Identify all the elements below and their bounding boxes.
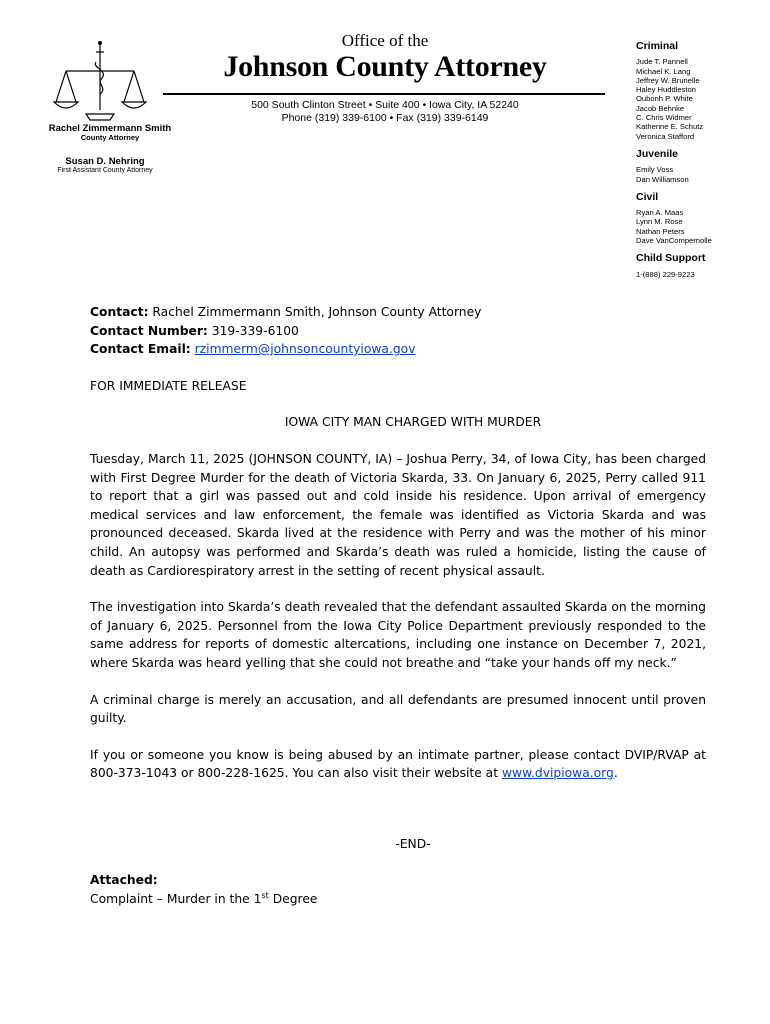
staff-group-heading: Juvenile	[636, 147, 679, 160]
staff-group-juvenile	[636, 147, 766, 184]
staff-directory	[636, 42, 766, 288]
immediate-release-label: FOR IMMEDIATE RELEASE	[90, 378, 247, 393]
staff-member: Emily Voss	[636, 165, 674, 175]
staff-member: Oubonh P. White	[636, 94, 693, 104]
staff-member: Katherine E. Schutz	[636, 122, 704, 132]
contact-number-line	[90, 322, 706, 341]
dvip-website-link[interactable]: www.dvipiowa.org	[501, 766, 614, 781]
staff-group-heading: Criminal	[636, 40, 679, 52]
staff-group-criminal	[636, 42, 766, 141]
contact-email-label: Contact Email:	[90, 342, 191, 357]
staff-group-heading: Child Support	[636, 252, 706, 265]
attached-superscript: st	[261, 890, 269, 900]
staff-member: C. Chris Widmer	[636, 113, 692, 123]
county-attorney-name: Rachel Zimmermann Smith	[48, 123, 172, 134]
staff-member: Lynn M. Rose	[636, 217, 683, 227]
paragraph-4	[90, 746, 706, 783]
staff-member: Veronica Stafford	[636, 131, 695, 141]
agency-address: 500 South Clinton Street • Suite 400 • Iowa City, IA 52240	[251, 99, 519, 111]
headline: IOWA CITY MAN CHARGED WITH MURDER	[284, 415, 542, 430]
contact-line	[90, 303, 706, 322]
staff-group-civil	[636, 190, 766, 246]
press-release-body	[90, 303, 706, 909]
first-assistant-title: First Assistant County Attorney	[57, 167, 153, 174]
end-marker: -END-	[395, 836, 431, 851]
agency-address-block	[215, 99, 555, 125]
attached-text: Complaint – Murder in the 1	[90, 892, 262, 907]
contact-number-label: Contact Number:	[90, 323, 208, 338]
office-of-label: Office of the	[341, 31, 429, 50]
staff-member: Nathan Peters	[636, 226, 685, 236]
contact-email-line	[90, 340, 706, 359]
staff-member: Michael K. Lang	[636, 66, 691, 76]
paragraph-1: Tuesday, March 11, 2025 (JOHNSON COUNTY, IA) – Joshua Perry, 34, of Iowa City, has been charged with First Degree Murder for the death of Victoria Skarda, 33. On January 6, 2025, Perry called 911 to report that a girl was passed out and cold inside his residence. Upon arrival of emergency medical services and law enforcement, the female was identified as Victoria Skarda and was pronounced deceased. Skarda lived at the residence with Perry and was the mother of his minor child. An autopsy was performed and Skarda’s death was ruled a homicide, listing the cause of death as Cardiorespiratory arrest in the setting of recent physical assault.	[90, 451, 706, 578]
contact-value: Rachel Zimmermann Smith, Johnson County Attorney	[148, 305, 482, 319]
letterhead-divider	[163, 93, 605, 95]
attached-item	[90, 890, 706, 909]
paragraph-2: The investigation into Skarda’s death revealed that the defendant assaulted Skarda on the morning of January 6, 2025. Personnel from the Iowa City Police Department previously responded to the same address for reports of domestic altercations, including one instance on December 7, 2021, where Skarda was heard yelling that she could not breathe and “take your hands off my neck.”	[90, 600, 706, 670]
contact-email-link[interactable]: rzimmerm@johnsoncountyiowa.gov	[194, 342, 416, 357]
scales-of-justice-icon	[52, 40, 148, 124]
paragraph-4-text: If you or someone you know is being abused by an intimate partner, please contact DVIP/RVAP at 800-373-1043 or 800-228-1625. You can also visit their website at	[90, 747, 706, 781]
staff-member: Jacob Behnke	[636, 103, 685, 113]
attached-tail: Degree	[268, 892, 318, 907]
staff-member: Jude T. Pannell	[636, 57, 688, 67]
paragraph-3: A criminal charge is merely an accusation, and all defendants are presumed innocent until proven guilty.	[90, 692, 706, 726]
staff-member: Jeffrey W. Brunelle	[636, 75, 700, 85]
staff-member: Dan Williamson	[636, 174, 689, 184]
county-attorney-title: County Attorney	[80, 133, 140, 142]
paragraph-4-end: .	[613, 766, 618, 781]
child-support-phone: 1-(888) 229-9223	[636, 269, 695, 279]
contact-number-value: 319-339-6100	[207, 323, 299, 338]
first-assistant-name: Susan D. Nehring	[65, 156, 145, 167]
staff-member: Haley Huddleston	[636, 85, 696, 95]
staff-member: Dave VanCompernolle	[636, 236, 712, 246]
staff-group-child-support	[636, 254, 766, 279]
attached-label-line	[90, 871, 706, 890]
staff-member: Ryan A. Maas	[636, 208, 684, 218]
attached-label: Attached:	[90, 873, 158, 888]
agency-phone-fax: Phone (319) 339-6100 • Fax (319) 339-6149	[281, 112, 489, 124]
agency-title: Johnson County Attorney	[223, 50, 547, 83]
contact-label: Contact:	[90, 305, 149, 319]
staff-group-heading: Civil	[636, 190, 659, 203]
